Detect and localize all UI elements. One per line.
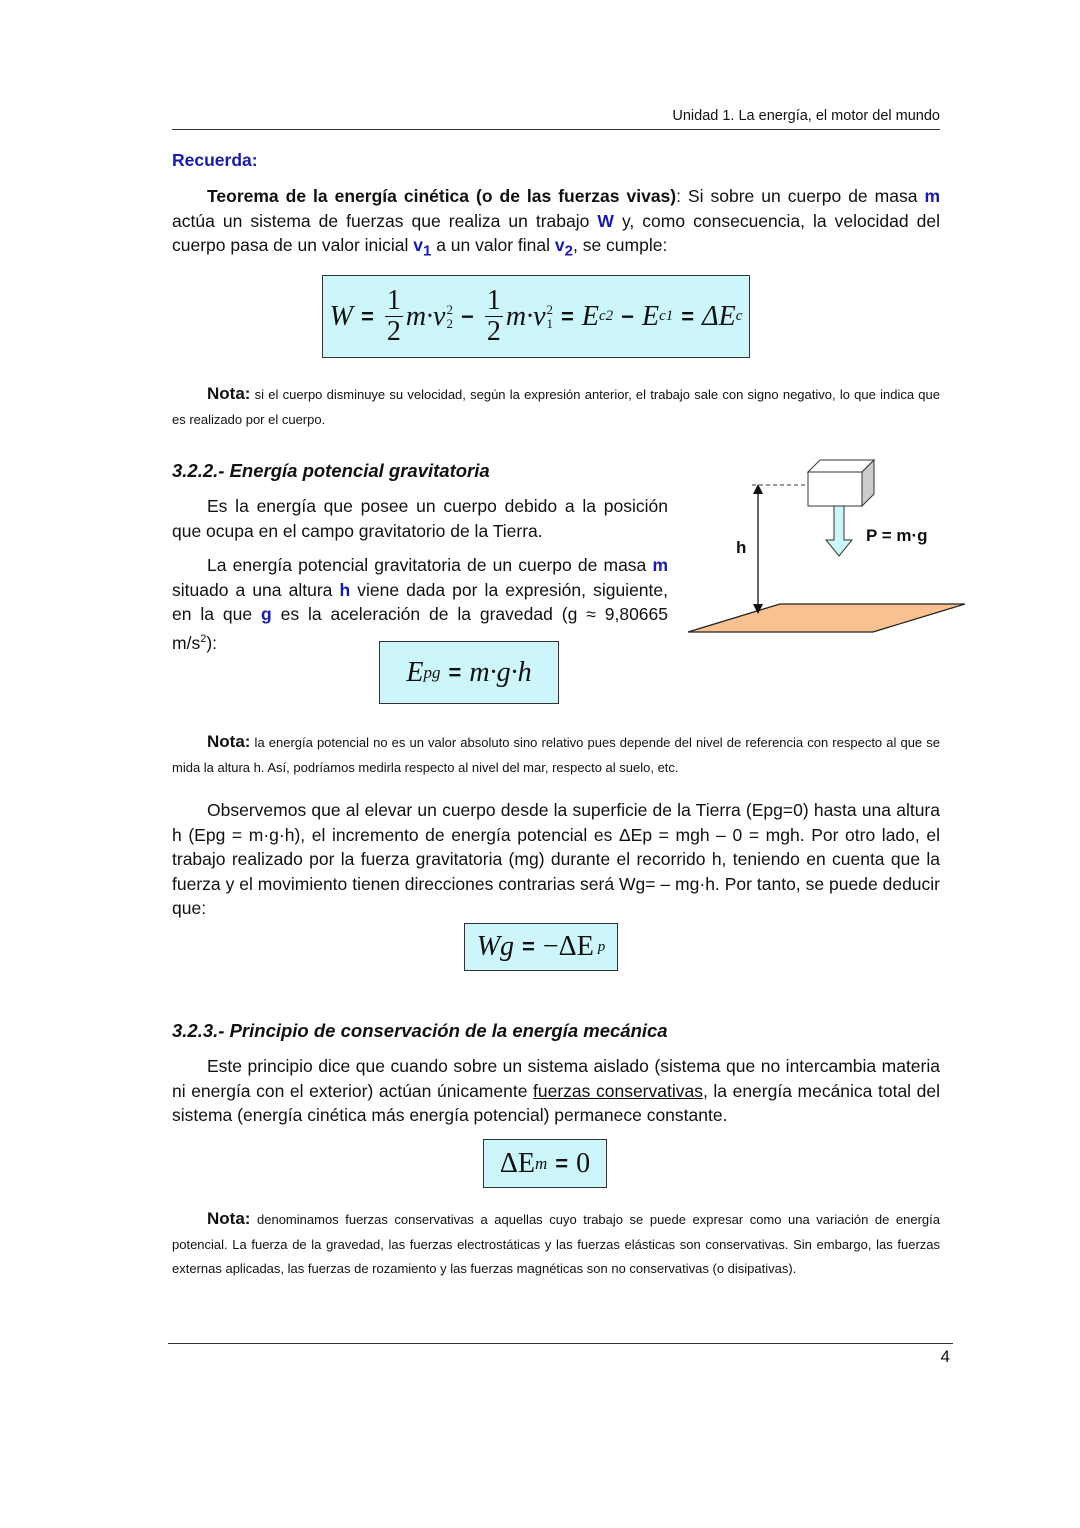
text: : Si sobre un cuerpo de masa [676,186,925,206]
conservative-forces-term: fuerzas conservativas [533,1080,703,1101]
kinetic-energy-formula: W = $\frac{1}{2}$ m·v 2 2 − $\frac{1}{2}$ m·v 2 1 = E c2 − E c1 = ΔE c [322,275,750,358]
theorem-title: Teorema de la energía cinética (o de las fuerzas vivas) [207,186,677,206]
theorem-paragraph [172,184,940,264]
exponent-index: 2 1 [546,301,553,331]
header-rule [172,129,940,130]
footer-rule [168,1343,953,1344]
var-m: m [924,186,940,206]
ground-plane [688,604,965,632]
conservation-formula: ΔE m = 0 [483,1139,607,1188]
page-number: 4 [940,1347,950,1366]
potential-energy-definition: Es la energía que posee un cuerpo debido a la posición que ocupa en el campo gravitatorio de la Tierra. [172,496,668,541]
text: a un valor final [431,235,555,255]
var-v1: $v_1$ [413,235,432,260]
var-v2: $v_2$ [554,235,573,260]
text: actúa un sistema de fuerzas que realiza un trabajo [172,210,598,231]
text: y, como consecuencia, la velocidad del cuerpo pasa de un valor inicial [172,210,941,255]
potential-energy-expression-text: La energía potencial gravitatoria de un cuerpo de masa m situado a una altura h viene dada por la expresión, siguiente, en la que g es la aceleración de la gravedad (g ≈ 9,80665 $m/s^2$): [172,555,668,653]
work-potential-paragraph: Observemos que al elevar un cuerpo desde la superficie de la Tierra (Epg=0) hasta una altura h (Epg = m·g·h), el incremento de energía potencial es ΔEp = mgh – 0 = mgh. Por otro lado, el trabajo realizado por la fuerza gravitatoria (mg) durante el recorrido h, teniendo en cuenta que la fuerza y el movimiento tienen direcciones contrarias será Wg= – mg·h. Por tanto, se puede deducir que: [172,800,940,918]
conservation-paragraph: Este principio dice que cuando sobre un sistema aislado (sistema que no intercambia materia ni energía con el exterior) actúan únicamente fuerzas conservativas, la energía mecánica total del sistema (energía cinética más energía potencial) permanece constante. [172,1056,940,1125]
potential-energy-formula: E pg = m·g·h [379,641,559,704]
text: , se cumple: [572,235,668,255]
weight-arrow [826,506,852,556]
nota-2: Nota: la energía potencial no es un valor absoluto sino relativo pues depende del nivel de referencia con respecto al que se mida la altura h. Así, podríamos medirla respecto al nivel del mar, respecto al suelo, etc. [172,732,940,775]
section-heading-3-2-2: 3.2.2.- Energía potencial gravitatoria [172,460,490,481]
running-header: Unidad 1. La energía, el motor del mundo [672,108,940,124]
section-heading-3-2-3: 3.2.3.- Principio de conservación de la energía mecánica [172,1020,668,1041]
exponent-index: 2 2 [446,301,453,331]
height-label: h [736,538,747,557]
nota-3: Nota: denominamos fuerzas conservativas a aquellas cuyo trabajo se puede expresar como una variación de energía potencial. La fuerza de la gravedad, las fuerzas electrostáticas y las fuerzas elásticas son conservativas. Sin embargo, las fuerzas externas aplicadas, las fuerzas de rozamiento y las fuerzas magnéticas son no conservativas (o disipativas). [172,1209,940,1276]
var-W: W [597,210,614,231]
recuerda-label: Recuerda: [172,150,258,170]
nota-1: Nota: si el cuerpo disminuye su velocidad, según la expresión anterior, el trabajo sale con signo negativo, lo que indica que es realizado por el cuerpo. [172,384,940,427]
weight-label: P = m·g [866,526,928,545]
work-gravity-formula: Wg = −ΔE p [464,923,618,971]
gravity-diagram [680,450,980,640]
